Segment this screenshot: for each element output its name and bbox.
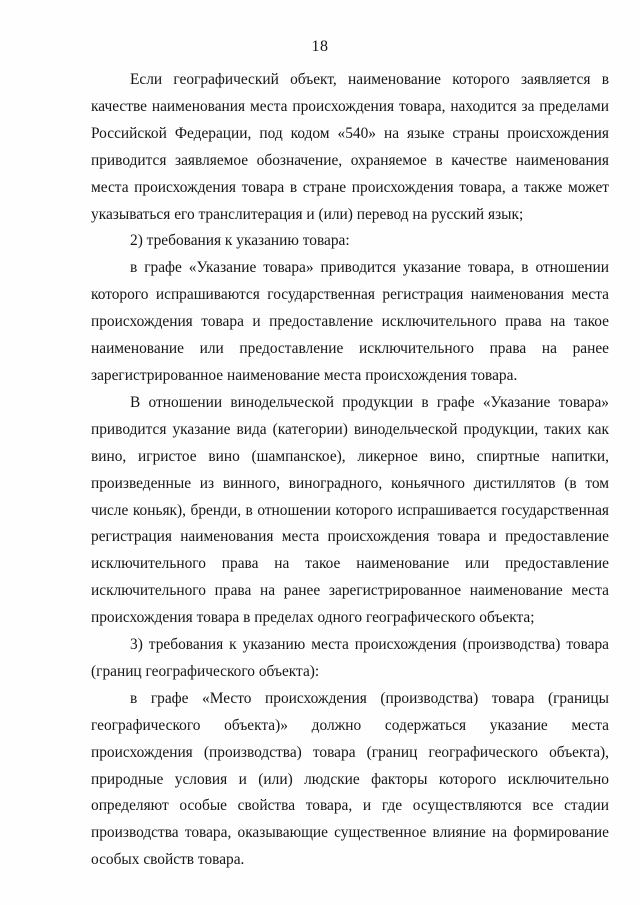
- document-body: [91, 67, 609, 874]
- paragraph-origin-requirements-heading: 3) требования к указанию места происхождения (производства) товара (границ географического объекта):: [91, 636, 609, 680]
- paragraph-goods-indication: в графе «Указание товара» приводится указание товара, в отношении которого испрашиваются государственная регистрация наименования места происхождения товара и предоставление исключительного права на такое наименование или предоставление исключительного права на ранее зарегистрированное наименование места происхождения товара.: [91, 259, 609, 384]
- paragraph-foreign-object: Если географический объект, наименование которого заявляется в качестве наименования места происхождения товара, находится за пределами Российской Федерации, под кодом «540» на языке страны происхождения приводится заявляемое обозначение, охраняемое в качестве наименования места происхождения товара в стране происхождения товара, а также может указываться его транслитерация и (или) перевод на русский язык;: [91, 71, 609, 223]
- page-number: 18: [311, 38, 329, 55]
- paragraph-goods-requirements-heading: 2) требования к указанию товара:: [130, 232, 350, 250]
- paragraph-wine-products: В отношении винодельческой продукции в графе «Указание товара» приводится указание вида (категории) винодельческой продукции, таких как вино, игристое вино (шампанское), ликерное вино, спиртные напитки, произведенные из винного, виноградного, коньячного дистиллятов (в том числе коньяк), бренди, в отношении которого испрашивается государственная регистрация наименования места происхождения товара и предоставление исключительного права на такое наименование или предоставление исключительного права на ранее зарегистрированное наименование места происхождения товара в пределах одного географического объекта;: [91, 393, 609, 627]
- paragraph-origin-place: в графе «Место происхождения (производства) товара (границы географического объекта)» должно содержаться указание места происхождения (производства) товара (границ географического объекта), природные условия и (или) людские факторы которого исключительно определяют особые свойства товара, и где осуществляются все стадии производства товара, оказывающие существенное влияние на формирование особых свойств товара.: [91, 689, 609, 869]
